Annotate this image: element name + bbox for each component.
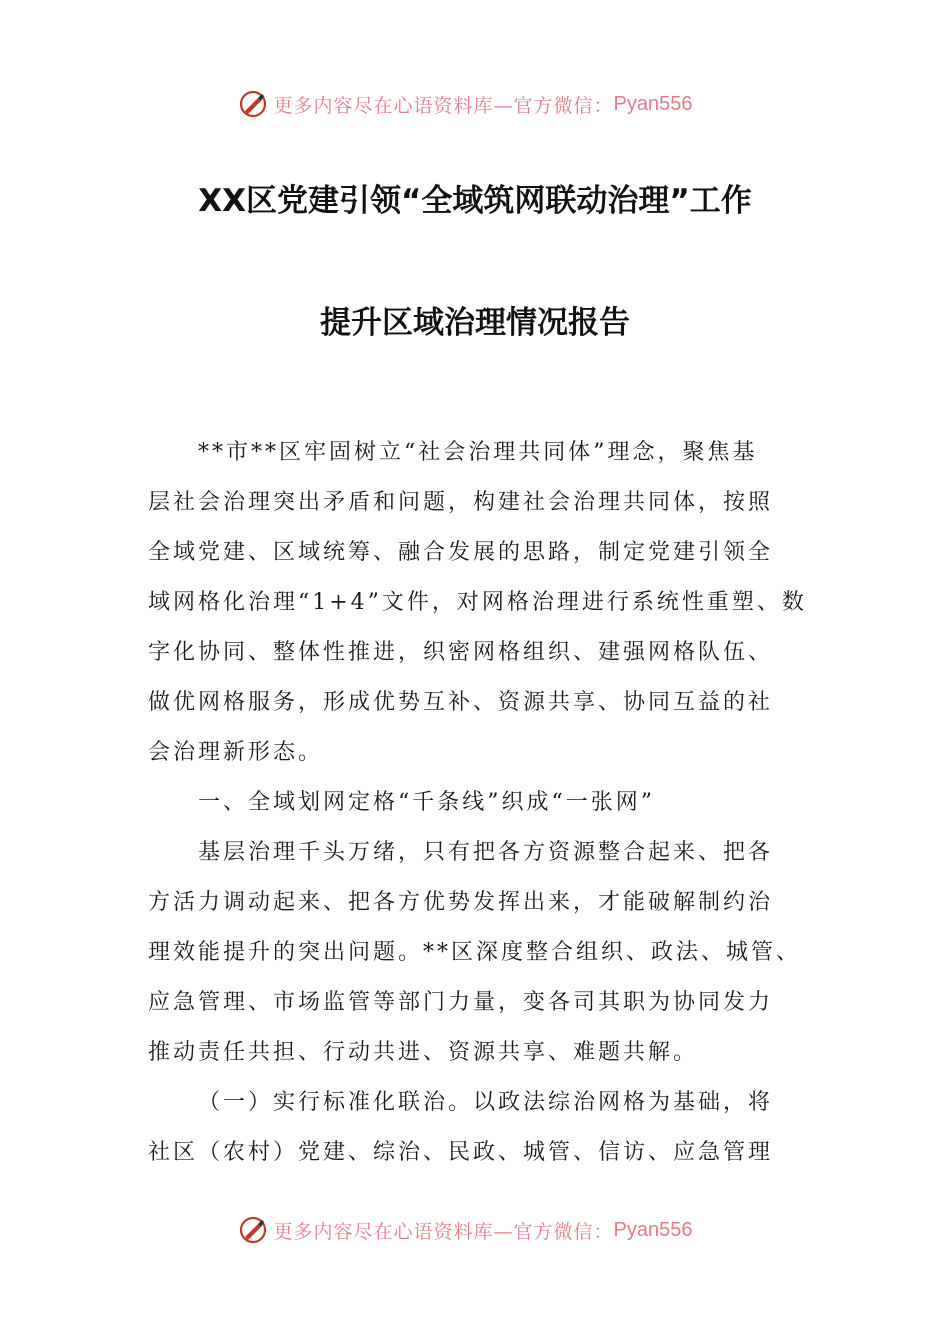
watermark-text: 更多内容尽在心语资料库—官方微信：	[273, 1220, 614, 1243]
document-title-line-1: XX区党建引领“全域筑网联动治理”工作	[198, 183, 752, 219]
paragraph-line: 会治理新形态。	[148, 740, 324, 765]
paragraph-line: 全域党建、区域统筹、融合发展的思路，制定党建引领全	[148, 540, 774, 565]
document-title-line-2: 提升区域治理情况报告	[320, 305, 630, 341]
paragraph-line: 做优网格服务，形成优势互补、资源共享、协同互益的社	[148, 690, 774, 715]
paragraph-line: 社区（农村）党建、综治、民政、城管、信访、应急管理	[148, 1140, 774, 1165]
paragraph-line: 层社会治理突出矛盾和问题，构建社会治理共同体，按照	[148, 490, 774, 515]
watermark-wechat-id: Pyan556	[613, 92, 693, 115]
subsection-heading: （一）实行标准化联治。以政法综治网格为基础，将	[198, 1090, 774, 1115]
paragraph-line: 推动责任共担、行动共进、资源共享、难题共解。	[148, 1040, 699, 1065]
paragraph-line: 方活力调动起来、把各方优势发挥出来，才能破解制约治	[148, 890, 774, 915]
paragraph-line: 基层治理千头万绪，只有把各方资源整合起来、把各	[198, 840, 774, 865]
paragraph-line: 理效能提升的突出问题。**区深度整合组织、政法、城管、	[148, 940, 802, 965]
pen-logo-icon	[238, 1215, 268, 1245]
paragraph-line: 字化协同、整体性推进，织密网格组织、建强网格队伍、	[148, 640, 774, 665]
watermark-footer	[0, 1210, 950, 1250]
watermark-text: 更多内容尽在心语资料库—官方微信：	[273, 94, 614, 117]
paragraph-line: 应急管理、市场监管等部门力量，变各司其职为协同发力	[148, 990, 774, 1015]
paragraph-line: **市**区牢固树立“社会治理共同体”理念，聚焦基	[198, 440, 758, 465]
pen-logo-icon	[238, 89, 268, 119]
watermark-header	[0, 84, 950, 124]
paragraph-line: 域网格化治理“1+4”文件，对网格治理进行系统性重塑、数	[148, 590, 807, 615]
section-heading: 一、全域划网定格“千条线”织成“一张网”	[198, 790, 655, 815]
watermark-wechat-id: Pyan556	[613, 1218, 693, 1241]
